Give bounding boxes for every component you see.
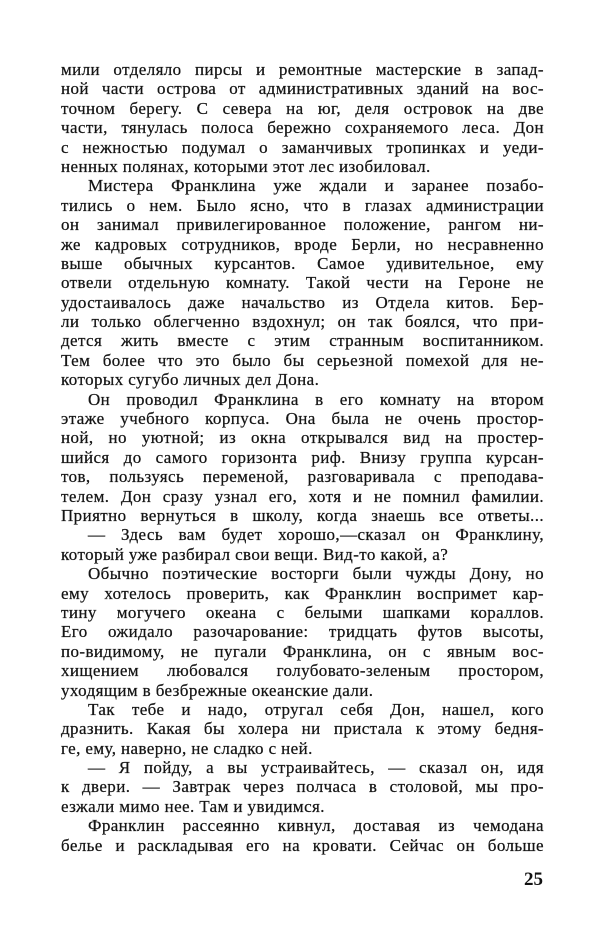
text-line: Так тебе и надо, отругал себя Дон, нашел, кого (88, 699, 544, 719)
text-line: который уже разбирал свои вещи. Вид-то какой, а? (61, 544, 449, 564)
text-line: ему хотелось проверить, как Франклин воспримет кар- (61, 583, 544, 603)
text-line: выше обычных курсантов. Самое удивительное, ему (61, 253, 544, 273)
page-number: 25 (524, 869, 543, 890)
text-line: с нежностью подумал о заманчивых тропинках и уеди- (61, 137, 544, 157)
paragraph (61, 700, 544, 758)
text-line: тились о нем. Было ясно, что в глазах администрации (61, 195, 544, 215)
text-line: ли только облегченно вздохнул; он так боялся, что при- (61, 312, 544, 332)
text-line: тов, пользуясь переменой, разговаривала с преподава- (61, 467, 544, 487)
text-line: же кадровых сотрудников, вроде Берли, но несравненно (61, 234, 544, 254)
text-line: дется жить вместе с этим странным воспитанником. (61, 331, 544, 351)
text-line: тину могучего океана с белыми шапками кораллов. (61, 602, 544, 622)
text-line: Приятно вернуться в школу, когда знаешь все ответы... (61, 505, 544, 525)
text-line: ной, но уютной; из окна открывался вид на простер- (61, 428, 544, 448)
text-line: отвели отдельную комнату. Такой чести на Героне не (61, 273, 544, 293)
text-line: шийся до самого горизонта риф. Внизу группа курсан- (61, 447, 544, 467)
paragraph (61, 564, 544, 700)
text-line: телем. Дон сразу узнал его, хотя и не помнил фамилии. (61, 486, 544, 506)
text-line: к двери. — Завтрак через полчаса в столовой, мы про- (61, 777, 544, 797)
paragraph-dialogue (61, 758, 544, 816)
text-line: уходящим в безбрежные океанские дали. (61, 680, 374, 700)
text-line: ной части острова от административных зданий на вос- (61, 79, 544, 99)
paragraph-continued (61, 60, 544, 176)
text-line: езжали мимо нее. Там и увидимся. (61, 796, 325, 816)
text-line: хищением любовался голубовато-зеленым простором, (61, 661, 544, 681)
text-line: этаже учебного корпуса. Она была не очень простор- (61, 409, 544, 429)
text-line: мили отделяло пирсы и ремонтные мастерские в запад- (61, 60, 544, 79)
paragraph (61, 390, 544, 526)
paragraph-continues-next-page (61, 816, 544, 855)
text-line: Мистера Франклина уже ждали и заранее позабо- (88, 176, 544, 196)
paragraph-dialogue (61, 525, 544, 564)
text-line: ненных полянах, которыми этот лес изобиловал. (61, 156, 431, 176)
body-text (61, 60, 544, 855)
text-line: Франклин рассеянно кивнул, доставая из чемодана (88, 816, 544, 836)
text-line: по-видимому, не пугали Франклина, он с явным вос- (61, 641, 544, 661)
text-line: которых сугубо личных дел Дона. (61, 370, 320, 390)
text-line: дразнить. Какая бы холера ни пристала к этому бедня- (61, 719, 544, 739)
text-line: — Я пойду, а вы устраивайтесь, — сказал он, идя (88, 758, 544, 778)
text-line: Тем более что это было бы серьезной помехой для не- (61, 350, 544, 370)
text-line: ге, ему, наверно, не сладко с ней. (61, 738, 313, 758)
text-line: — Здесь вам будет хорошо,—сказал он Франклину, (88, 525, 544, 545)
text-line: Обычно поэтические восторги были чужды Дону, но (88, 564, 544, 584)
text-line: удостаивалось даже начальство из Отдела китов. Бер- (61, 292, 544, 312)
text-line: он занимал привилегированное положение, рангом ни- (61, 215, 544, 235)
text-line: Он проводил Франклина в его комнату на втором (88, 389, 544, 409)
text-line: белье и раскладывая его на кровати. Сейчас он больше (61, 835, 544, 855)
paragraph (61, 176, 544, 389)
text-line: точном берегу. С севера на юг, деля островок на две (61, 98, 544, 118)
text-line: части, тянулась полоса бережно сохраняемого леса. Дон (61, 118, 544, 138)
text-line: Его ожидало разочарование: тридцать футов высоты, (61, 622, 544, 642)
